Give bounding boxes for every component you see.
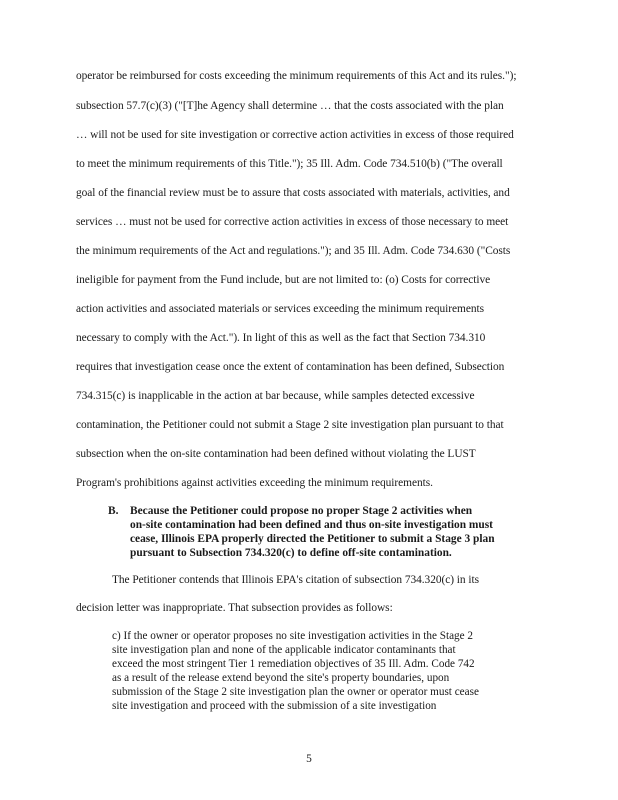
body-text-line: operator be reimbursed for costs exceeding the minimum requirements of this Act and its rules."); bbox=[76, 70, 517, 82]
body-text-line: subsection 57.7(c)(3) ("[T]he Agency shall determine … that the costs associated with the plan bbox=[76, 100, 504, 112]
body-text-line: services … must not be used for corrective action activities in excess of those necessary to meet bbox=[76, 216, 509, 228]
body-text-line: 734.315(c) is inapplicable in the action at bar because, while samples detected excessive bbox=[76, 390, 475, 402]
body-text-line: Program's prohibitions against activities exceeding the minimum requirements. bbox=[76, 477, 433, 489]
block-quote-line: as a result of the release extend beyond the site's property boundaries, upon bbox=[112, 672, 450, 684]
block-quote-line: c) If the owner or operator proposes no site investigation activities in the Stage 2 bbox=[112, 630, 474, 642]
body-text-line: necessary to comply with the Act."). In light of this as well as the fact that Section 734.310 bbox=[76, 332, 486, 344]
body-text-line: subsection when the on-site contamination had been defined without violating the LUST bbox=[76, 448, 476, 460]
body-text-line: the minimum requirements of the Act and regulations."); and 35 Ill. Adm. Code 734.630 ("Costs bbox=[76, 245, 511, 257]
section-heading-line: Because the Petitioner could propose no proper Stage 2 activities when bbox=[130, 505, 473, 517]
block-quote-line: site investigation plan and none of the applicable indicator contaminants that bbox=[112, 644, 456, 656]
body-text-line: ineligible for payment from the Fund include, but are not limited to: (o) Costs for corrective bbox=[76, 274, 491, 286]
body-text-line: decision letter was inappropriate. That subsection provides as follows: bbox=[76, 602, 393, 614]
section-heading-marker: B. bbox=[108, 505, 119, 517]
section-heading-line: pursuant to Subsection 734.320(c) to define off-site contamination. bbox=[130, 547, 452, 559]
block-quote-line: exceed the most stringent Tier 1 remediation objectives of 35 Ill. Adm. Code 742 bbox=[112, 658, 475, 670]
block-quote-line: site investigation and proceed with the submission of a site investigation bbox=[112, 700, 437, 712]
section-heading-line: cease, Illinois EPA properly directed the Petitioner to submit a Stage 3 plan bbox=[130, 533, 495, 545]
block-quote-line: submission of the Stage 2 site investigation plan the owner or operator must cease bbox=[112, 686, 479, 698]
body-text-line: The Petitioner contends that Illinois EPA's citation of subsection 734.320(c) in its bbox=[112, 574, 479, 586]
body-text-line: requires that investigation cease once the extent of contamination has been defined, Subsection bbox=[76, 361, 505, 373]
body-text-line: contamination, the Petitioner could not submit a Stage 2 site investigation plan pursuant to that bbox=[76, 419, 504, 431]
body-text-line: action activities and associated materials or services exceeding the minimum requirements bbox=[76, 303, 485, 315]
body-text-line: goal of the financial review must be to assure that costs associated with materials, activities, and bbox=[76, 187, 510, 199]
body-text-line: … will not be used for site investigation or corrective action activities in excess of those required bbox=[76, 129, 514, 141]
body-text-line: to meet the minimum requirements of this Title."); 35 Ill. Adm. Code 734.510(b) ("The overall bbox=[76, 158, 503, 170]
section-heading-line: on-site contamination had been defined and thus on-site investigation must bbox=[130, 519, 493, 531]
page-number: 5 bbox=[306, 753, 312, 765]
